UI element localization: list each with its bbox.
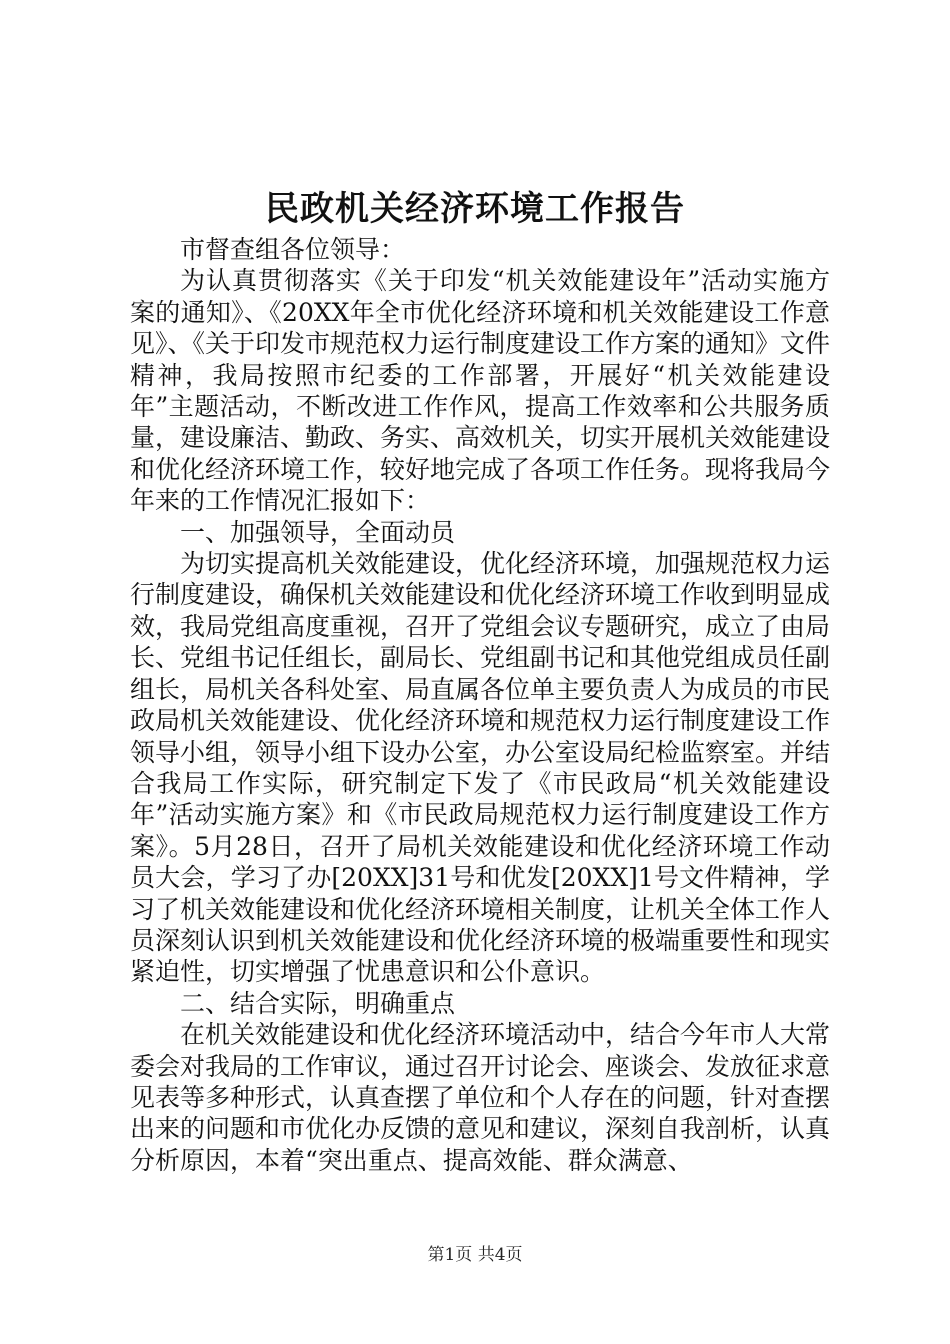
document-body [130, 234, 830, 1176]
page-number: 第1页 共4页 [427, 1245, 523, 1265]
paragraph-section-2: 在机关效能建设和优化经济环境活动中，结合今年市人大常委会对我局的工作审议，通过召开讨论会、座谈会、发放征求意见表等多种形式，认真查摆了单位和个人存在的问题，针对查摆出来的问题和市优化办反馈的意见和建议，深刻自我剖析，认真分析原因，本着“突出重点、提高效能、群众满意、 [130, 1020, 831, 1175]
paragraph-intro: 为认真贯彻落实《关于印发“机关效能建设年”活动实施方案的通知》、《20XX年全市优化经济环境和机关效能建设工作意见》、《关于印发市规范权力运行制度建设工作方案的通知》文件精神，我局按照市纪委的工作部署，开展好“机关效能建设年”主题活动，不断改进工作作风，提高工作效率和公共服务质量，建设廉洁、勤政、务实、高效机关，切实开展机关效能建设和优化经济环境工作，较好地完成了各项工作任务。现将我局今年来的工作情况汇报如下： [130, 266, 831, 516]
section-heading-1: 一、加强领导，全面动员 [180, 517, 456, 547]
paragraph-section-1: 为切实提高机关效能建设，优化经济环境，加强规范权力运行制度建设，确保机关效能建设和优化经济环境工作收到明显成效，我局党组高度重视，召开了党组会议专题研究，成立了由局长、党组书记任组长，副局长、党组副书记和其他党组成员任副组长，局机关各科处室、局直属各位单主要负责人为成员的市民政局机关效能建设、优化经济环境和规范权力运行制度建设工作领导小组，领导小组下设办公室，办公室设局纪检监察室。并结合我局工作实际，研究制定下发了《市民政局“机关效能建设年”活动实施方案》和《市民政局规范权力运行制度建设工作方案》。5月28日，召开了局机关效能建设和优化经济环境工作动员大会，学习了办[20XX]31号和优发[20XX]1号文件精神，学习了机关效能建设和优化经济环境相关制度，让机关全体工作人员深刻认识到机关效能建设和优化经济环境的极端重要性和现实紧迫性，切实增强了忧患意识和公仆意识。 [130, 549, 831, 987]
document-title: 民政机关经济环境工作报告 [265, 189, 685, 229]
section-heading-2: 二、结合实际，明确重点 [180, 988, 456, 1018]
salutation: 市督查组各位领导： [180, 235, 406, 264]
